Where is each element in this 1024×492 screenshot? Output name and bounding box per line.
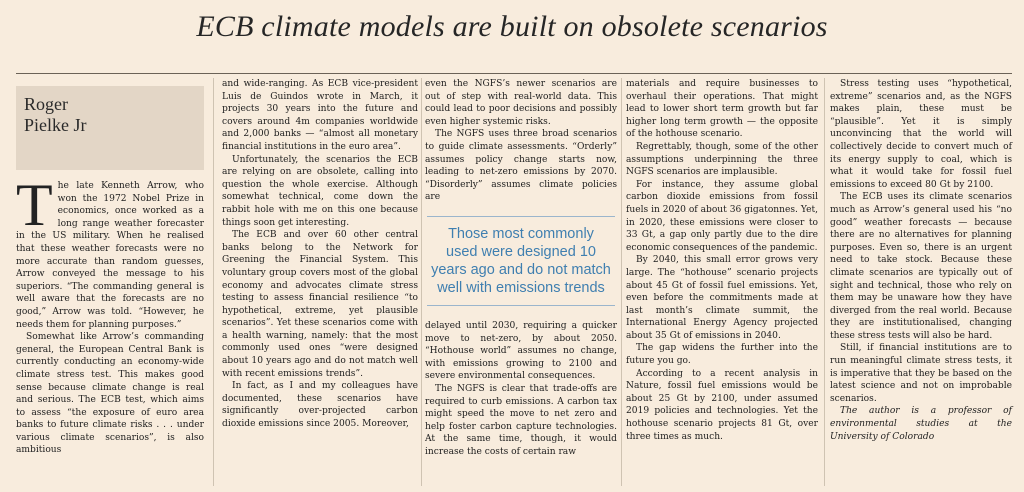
headline: ECB climate models are built on obsolete scenarios — [196, 10, 828, 43]
paragraph: For instance, they assume global carbon dioxide emissions from fossil fuels in 2020 of about 36 gigatonnes. Yet, in 2020, these emissions were closer to 33 Gt, a gap only partly due to the dire economic consequences of the pandemic. — [626, 179, 818, 253]
column-divider — [421, 78, 422, 486]
paragraph: The ECB uses its climate scenarios much as Arrow’s general used his “no good” weather forecasts — because there are no alternatives for planning purposes. Even so, there is an urgent need to take stock. Because these climate scenarios are typically out of sight and technical, those who rely on them may be unaware how they have diverged from the real world. Because they are institutionalised, changing these stress tests will also be hard. — [830, 192, 1012, 341]
author-name — [24, 94, 87, 136]
column-1 — [16, 78, 204, 457]
top-rule — [16, 73, 1012, 74]
paragraph: Somewhat like Arrow’s commanding general, the European Central Bank is currently conducting an economy-wide climate stress test. This makes good sense because climate change is real and serious. The ECB test, which aims to assess “the exposure of euro area banks to future climate risks . . . under various climate scenarios”, is also ambitious — [16, 332, 204, 456]
paragraph: The gap widens the further into the future you go. — [626, 343, 818, 367]
paragraph: The ECB and over 60 other central banks belong to the Network for Greening the Financial System. This voluntary group covers most of the global economy and advocates climate stress testing to assess financial resilience “to hypothetical, extreme, yet plausible scenarios”. Yet these scenarios come with a health warning, namely: that the most commonly used ones “were designed about 10 years ago and do not match well with recent emissions trends”. — [222, 230, 418, 379]
paragraph: In fact, as I and my colleagues have documented, these scenarios have significantly over-projected carbon dioxide emissions since 2005. Moreover, — [222, 381, 418, 430]
paragraph: Regrettably, though, some of the other assumptions underpinning the three NGFS scenarios are implausible. — [626, 141, 818, 178]
column-2 — [222, 78, 418, 431]
author-tagline: The author is a professor of environmental studies at the University of Colorado — [830, 406, 1012, 442]
paragraph: By 2040, this small error grows very large. The “hothouse” scenario projects about 45 Gt of fossil fuel emissions. Yet, even before the commitments made at last month’s climate summit, the International Energy Agency projected about 35 Gt of emissions in 2040. — [626, 255, 818, 341]
paragraph: even the NGFS’s newer scenarios are out of step with real-world data. This could lead to poor decisions and possibly even higher systemic risks. — [425, 79, 617, 127]
paragraph: Still, if financial institutions are to run meaningful climate stress tests, it is imperative that they be based on the latest science and not on improbable scenarios. — [830, 343, 1012, 404]
author-last-name: Pielke Jr — [24, 115, 87, 135]
column-5 — [830, 78, 1012, 443]
column-divider — [824, 78, 825, 486]
paragraph: delayed until 2030, requiring a quicker move to net-zero, by about 2050. “Hothouse world” assumes no change, with emissions growing to 2100 and severe environmental consequences. — [425, 320, 617, 382]
paragraph: The NGFS is clear that trade-offs are required to curb emissions. A carbon tax might speed the move to net zero and help foster carbon capture technologies. At the same time, though, it would increase the costs of certain raw — [425, 383, 617, 457]
paragraph: materials and require businesses to overhaul their operations. That might lead to lower short term growth but far higher long term growth — the opposite of the hothouse scenario. — [626, 79, 818, 140]
column-3 — [425, 78, 617, 458]
author-box — [16, 86, 204, 170]
author-first-name: Roger — [24, 94, 68, 114]
column-divider — [621, 78, 622, 486]
paragraph: Stress testing uses “hypothetical, extreme” scenarios and, as the NGFS makes plain, these must be “plausible”. Yet it is simply unconvincing that the world will collectively decide to convert much of its energy supply to coal, which is what it would take for fossil fuel emissions to exceed 80 Gt by 2100. — [830, 79, 1012, 190]
paragraph: The late Kenneth Arrow, who won the 1972 Nobel Prize in economics, once worked as a long range weather forecaster in the US military. When he realised that these weather forecasts were no more accurate than random guesses, Arrow conveyed the message to his superiors. “The commanding general is well aware that the forecasts are no good,” Arrow was told. “However, he needs them for planning purposes.” — [16, 172, 204, 330]
column-divider — [213, 78, 214, 486]
paragraph: Unfortunately, the scenarios the ECB are relying on are obsolete, calling into question the whole exercise. Although somewhat technical, come down the rabbit hole with me on this one because things soon get interesting. — [222, 154, 418, 228]
drop-cap: T — [16, 172, 53, 238]
column-4 — [626, 78, 818, 443]
pull-quote: Those most commonly used were designed 10 years ago and do not match well with emissions trends — [427, 216, 615, 306]
paragraph: According to a recent analysis in Nature, fossil fuel emissions would be about 25 Gt by 2100, under assumed 2019 policies and technologies. Yet the hothouse scenario projects 81 Gt, over three times as much. — [626, 368, 818, 442]
paragraph: The NGFS uses three broad scenarios to guide climate assessments. “Orderly” assumes policy change starts now, leading to net-zero emissions by 2070. “Disorderly” assumes climate policies are — [425, 129, 617, 203]
paragraph: and wide-ranging. As ECB vice-president Luis de Guindos wrote in March, it projects 30 years into the future and covers around 4m companies worldwide and 2,000 banks — “almost all monetary financial institutions in the euro area”. — [222, 79, 418, 152]
